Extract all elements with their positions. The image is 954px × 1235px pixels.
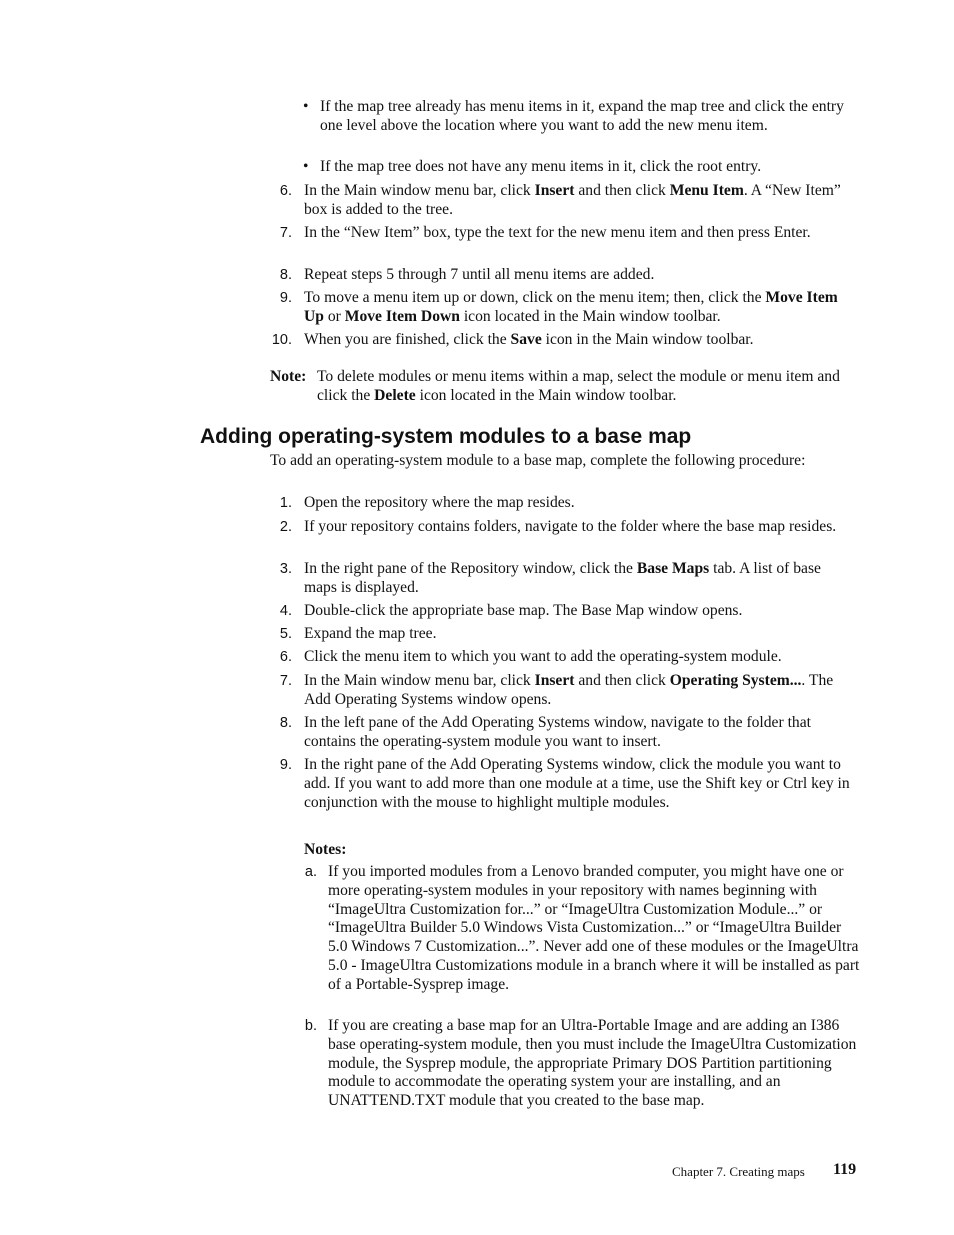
step-text: In the right pane of the Add Operating Systems window, click the module you want to add. If you want to add more than one module at a time, use the Shift key or Ctrl key in conjunction with the mouse to highlight multiple modules. — [304, 756, 850, 811]
step-number: 6. — [279, 183, 292, 199]
step-number: 7. — [279, 673, 292, 689]
page-number: 119 — [833, 1161, 857, 1178]
step-text: Double-click the appropriate base map. The Base Map window opens. — [304, 602, 743, 619]
note-label: Note: — [270, 368, 307, 385]
bullet-marker: • — [303, 98, 309, 115]
note-letter: b. — [304, 1018, 317, 1034]
step-text: In the right pane of the Repository window, click the Base Maps tab. A list of base maps is displayed. — [304, 560, 821, 596]
step-text: When you are finished, click the Save icon in the Main window toolbar. — [304, 331, 754, 348]
step-text: In the left pane of the Add Operating Systems window, navigate to the folder that contains the operating-system module you want to insert. — [304, 714, 811, 750]
step-text: In the Main window menu bar, click Insert and then click Menu Item. A “New Item” box is added to the tree. — [304, 182, 841, 218]
step-text: Click the menu item to which you want to add the operating-system module. — [304, 648, 782, 665]
step-number: 9. — [279, 757, 292, 773]
notes-label: Notes: — [304, 841, 347, 858]
footer-chapter: Chapter 7. Creating maps — [672, 1164, 805, 1179]
step-text: Expand the map tree. — [304, 625, 437, 642]
bullet-text: If the map tree does not have any menu items in it, click the root entry. — [320, 158, 762, 175]
step-number: 10. — [271, 332, 292, 348]
step-text: If your repository contains folders, navigate to the folder where the base map resides. — [304, 518, 837, 535]
step-text: To move a menu item up or down, click on the menu item; then, click the Move Item Up or Move Item Down icon located in the Main window toolbar. — [304, 289, 838, 325]
step-number: 7. — [279, 225, 292, 241]
step-number: 1. — [279, 495, 292, 511]
step-number: 4. — [279, 603, 292, 619]
step-text: In the Main window menu bar, click Insert and then click Operating System.... The Add Operating Systems window opens. — [304, 672, 834, 708]
intro-paragraph: To add an operating-system module to a base map, complete the following procedure: — [270, 452, 806, 469]
step-text: In the “New Item” box, type the text for the new menu item and then press Enter. — [304, 224, 811, 241]
step-text: Open the repository where the map resides. — [304, 494, 575, 511]
section-heading: Adding operating-system modules to a base map — [200, 425, 692, 448]
step-number: 3. — [279, 561, 292, 577]
step-number: 8. — [279, 715, 292, 731]
step-text: Repeat steps 5 through 7 until all menu items are added. — [304, 266, 655, 283]
bullet-marker: • — [303, 158, 309, 175]
step-number: 9. — [279, 290, 292, 306]
note-item-text: If you imported modules from a Lenovo branded computer, you might have one or more operating-system modules in your repository with names beginning with “ImageUltra Customization for...” or “ImageUltra Customization Module...” or “ImageUltra Builder 5.0 Windows Vista Customization...” or “ImageUltra Builder 5.0 Windows 7 Customization...”. Never add one of these modules or the ImageUltra 5.0 - ImageUltra Customizations module in a branch where it will be installed as part of a Portable-Sysprep image. — [328, 863, 860, 993]
step-number: 5. — [279, 626, 292, 642]
step-number: 6. — [279, 649, 292, 665]
step-number: 2. — [279, 519, 292, 535]
bullet-text: If the map tree already has menu items in it, expand the map tree and click the entry one level above the location where you want to add the new menu item. — [320, 98, 844, 134]
note-item-text: If you are creating a base map for an Ultra-Portable Image and are adding an I386 base operating-system module, then you must include the ImageUltra Customization module, the Sysprep module, the appropriate Primary DOS Partition partitioning module to accommodate the operating system your are installing, and an UNATTEND.TXT module that you created to the base map. — [328, 1017, 857, 1110]
step-number: 8. — [279, 267, 292, 283]
note-letter: a. — [304, 864, 317, 880]
note-text: To delete modules or menu items within a map, select the module or menu item and click the Delete icon located in the Main window toolbar. — [317, 368, 840, 404]
